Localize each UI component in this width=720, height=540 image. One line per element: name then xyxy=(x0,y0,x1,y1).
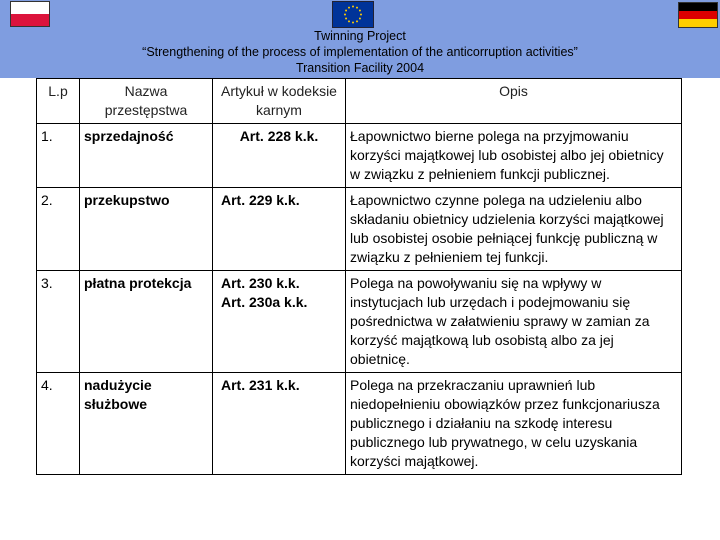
article-ref: Art. 228 k.k. xyxy=(239,128,319,144)
article-ref: Art. 230 k.k. xyxy=(221,275,300,291)
table-row xyxy=(37,373,682,475)
header-lp: L.p xyxy=(37,79,80,124)
crime-description: Polega na przekraczaniu uprawnień lub niedopełnieniu obowiązków przez funkcjonariusza publicznego i działaniu na szkodę interesu publicznego lub prywatnego, w celu uzyskania korzyści majątkowej. xyxy=(346,373,682,475)
article-cell xyxy=(213,373,346,475)
header-description: Opis xyxy=(346,79,682,124)
article-cell xyxy=(213,271,346,373)
table-row xyxy=(37,124,682,188)
article-cell xyxy=(213,124,346,188)
table-header-row xyxy=(37,79,682,124)
article-cell xyxy=(213,188,346,271)
article-ref: Art. 231 k.k. xyxy=(221,377,300,393)
crime-name: nadużycie służbowe xyxy=(80,373,213,475)
eu-flag-icon xyxy=(332,1,374,28)
article-ref: Art. 230a k.k. xyxy=(221,294,308,310)
crime-description: Łapownictwo czynne polega na udzieleniu albo składaniu obietnicy udzielenia korzyści majątkowej lub osobistej osobie pełniącej funkcję publiczną w związku z pełnieniem tej funkcji. xyxy=(346,188,682,271)
crime-description: Łapownictwo bierne polega na przyjmowaniu korzyści majątkowej lub osobistej albo jej obietnicy w związku z pełnieniem funkcji publicznej. xyxy=(346,124,682,188)
crime-name: sprzedajność xyxy=(80,124,213,188)
header-banner xyxy=(0,0,720,78)
project-title-line3: Transition Facility 2004 xyxy=(295,61,425,75)
crime-description: Polega na powoływaniu się na wpływy w instytucjach lub urzędach i podejmowaniu się pośrednictwa w załatwieniu sprawy w zamian za korzyść majątkową lub osobistą albo za jej obietnicę. xyxy=(346,271,682,373)
row-number: 4. xyxy=(37,373,80,475)
crime-name: przekupstwo xyxy=(80,188,213,271)
crimes-table xyxy=(36,78,682,475)
header-crime: Nazwa przestępstwa xyxy=(80,79,213,124)
germany-flag-icon xyxy=(678,2,718,28)
article-ref: Art. 229 k.k. xyxy=(221,192,300,208)
project-title xyxy=(0,28,720,76)
poland-flag-icon xyxy=(10,1,50,27)
row-number: 3. xyxy=(37,271,80,373)
row-number: 2. xyxy=(37,188,80,271)
project-title-line1: Twinning Project xyxy=(314,29,406,43)
table-row xyxy=(37,188,682,271)
header-article: Artykuł w kodeksie karnym xyxy=(213,79,346,124)
project-title-line2: “Strengthening of the process of implementation of the anticorruption activities” xyxy=(142,45,578,59)
table-row xyxy=(37,271,682,373)
crime-name: płatna protekcja xyxy=(80,271,213,373)
row-number: 1. xyxy=(37,124,80,188)
